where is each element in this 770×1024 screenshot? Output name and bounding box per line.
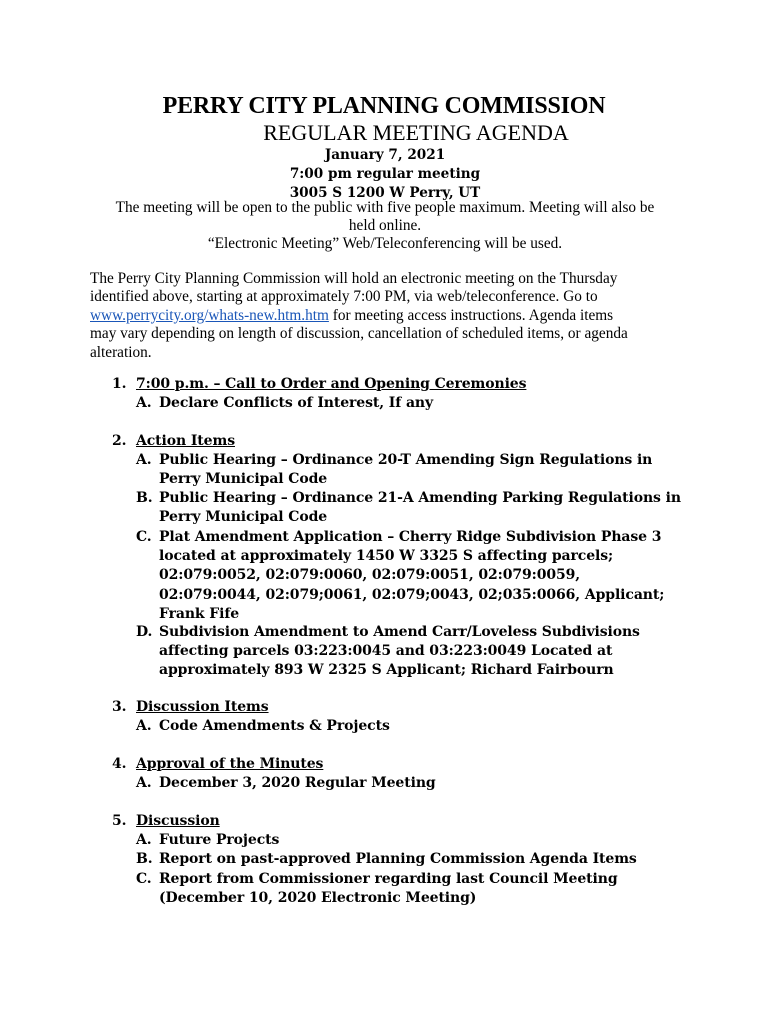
notice-line: “Electronic Meeting” Web/Teleconferencing will be used. [207, 235, 563, 252]
sub-item-text: approximately 893 W 2325 S Applicant; Richard Fairbourn [159, 662, 614, 679]
sub-item-text: affecting parcels 03:223:0045 and 03:223:0049 Located at [159, 643, 613, 660]
meeting-date: January 7, 2021 [324, 147, 446, 163]
item-number: 1. [112, 376, 127, 392]
intro-line: alteration. [90, 343, 152, 361]
sub-item-letter: A. [136, 832, 152, 848]
sub-item-text: 02:079:0052, 02:079:0060, 02:079:0051, 02:079:0059, [159, 567, 581, 584]
sub-item-text: located at approximately 1450 W 3325 S affecting parcels; [159, 548, 614, 565]
sub-item-letter: A. [136, 718, 152, 734]
page-title: PERRY CITY PLANNING COMMISSION [162, 93, 606, 119]
sub-item-letter: C. [136, 529, 152, 545]
sub-item-text: Public Hearing – Ordinance 20-T Amending Sign Regulations in [159, 452, 653, 468]
notice-line: held online. [348, 217, 422, 234]
item-number: 2. [112, 433, 127, 449]
intro-line: may vary depending on length of discussion, cancellation of scheduled items, or agenda [90, 325, 628, 343]
sub-item-text: (December 10, 2020 Electronic Meeting) [159, 890, 477, 907]
intro-line: identified above, starting at approximately 7:00 PM, via web/teleconference. Go to [90, 288, 598, 306]
sub-item-text: December 3, 2020 Regular Meeting [159, 775, 436, 791]
intro-line [90, 307, 682, 325]
item-heading: 7:00 p.m. – Call to Order and Opening Ceremonies [136, 376, 527, 392]
intro-line-rest: for meeting access instructions. Agenda items [328, 306, 614, 324]
sub-item-text: Code Amendments & Projects [159, 718, 390, 734]
sub-item-text: Future Projects [159, 832, 280, 848]
sub-item-letter: A. [136, 395, 152, 411]
sub-item-letter: B. [136, 851, 153, 867]
intro-line: The Perry City Planning Commission will hold an electronic meeting on the Thursday [90, 270, 618, 287]
meeting-address: 3005 S 1200 W Perry, UT [289, 185, 481, 201]
item-heading: Discussion Items [136, 699, 269, 715]
intro-paragraph [90, 270, 682, 362]
sub-item-letter: A. [136, 775, 152, 791]
sub-item-text: Plat Amendment Application – Cherry Ridge Subdivision Phase 3 [159, 529, 662, 545]
sub-item-text: Declare Conflicts of Interest, If any [159, 395, 434, 411]
item-number: 5. [112, 813, 127, 829]
sub-item-letter: D. [136, 624, 153, 640]
sub-item-letter: A. [136, 452, 152, 468]
meeting-notice [90, 199, 680, 253]
sub-item-letter: B. [136, 490, 153, 506]
sub-item-text: Public Hearing – Ordinance 21-A Amending Parking Regulations in [159, 490, 681, 506]
sub-item-text: Perry Municipal Code [159, 471, 328, 488]
sub-item-text: Report from Commissioner regarding last Council Meeting [159, 871, 618, 887]
sub-item-letter: C. [136, 871, 152, 887]
sub-item-text: Subdivision Amendment to Amend Carr/Loveless Subdivisions [159, 624, 640, 640]
notice-line: The meeting will be open to the public with five people maximum. Meeting will also be [115, 199, 655, 216]
sub-item-text: Frank Fife [159, 605, 240, 622]
item-number: 3. [112, 699, 127, 715]
meeting-info-link[interactable]: www.perrycity.org/whats-new.htm.htm [90, 306, 329, 324]
item-heading: Discussion [136, 813, 220, 829]
page-subtitle: REGULAR MEETING AGENDA [263, 120, 569, 145]
item-heading: Approval of the Minutes [136, 756, 324, 772]
sub-item-text: Report on past-approved Planning Commission Agenda Items [159, 851, 637, 867]
sub-item-text: 02:079:0044, 02:079;0061, 02:079;0043, 02;035:0066, Applicant; [159, 586, 665, 603]
meeting-time: 7:00 pm regular meeting [289, 166, 481, 182]
sub-item-text: Perry Municipal Code [159, 509, 328, 526]
item-number: 4. [112, 756, 127, 772]
item-heading: Action Items [136, 433, 235, 449]
